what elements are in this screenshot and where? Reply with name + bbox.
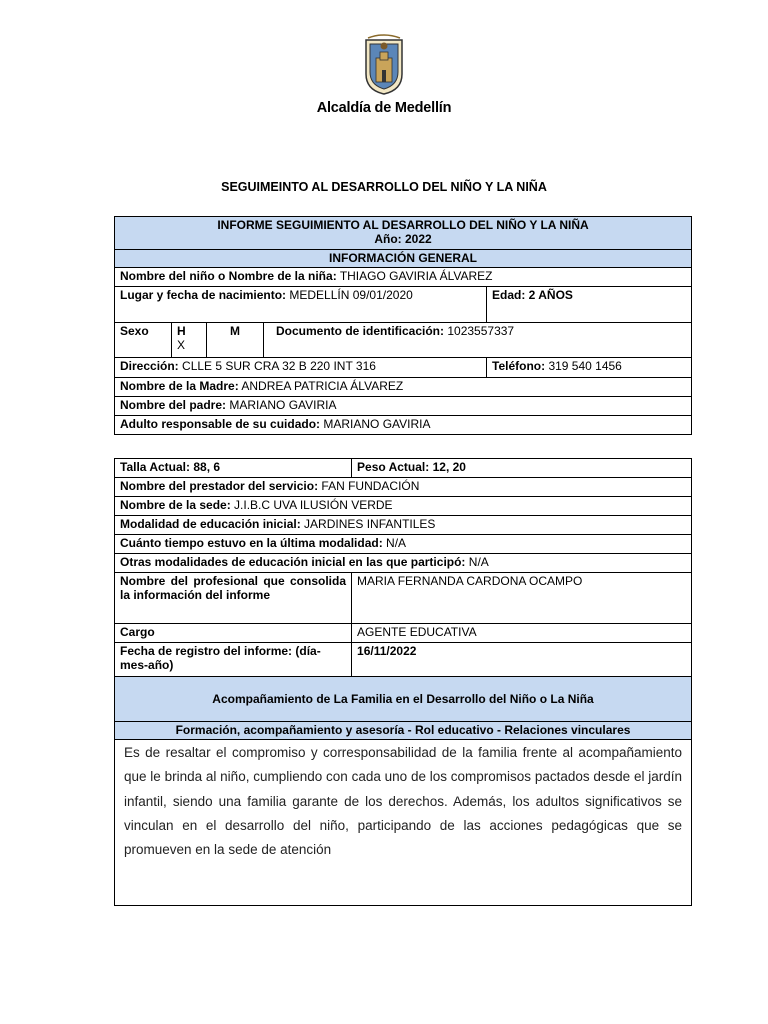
family-subheading: Formación, acompañamiento y asesoría - Rol educativo - Relaciones vinculares [115, 722, 692, 740]
age-label: Edad: 2 AÑOS [492, 288, 573, 302]
site-value: J.I.B.C UVA ILUSIÓN VERDE [234, 498, 393, 512]
report-date-row [115, 643, 692, 677]
doc-id-value: 1023557337 [447, 324, 515, 338]
guardian-row [115, 416, 692, 435]
mother-row [115, 378, 692, 397]
section-header-row [115, 250, 692, 268]
duration-value: N/A [386, 536, 407, 550]
address-row [115, 358, 692, 378]
professional-label: Nombre del profesional que consolida la información del informe [120, 574, 347, 602]
height-label: Talla Actual: 88, 6 [120, 460, 221, 474]
address-label: Dirección: [120, 359, 179, 373]
birth-row [115, 287, 692, 323]
report-title: INFORME SEGUIMIENTO AL DESARROLLO DEL NIÑO Y LA NIÑA [217, 218, 589, 232]
child-name-row [115, 268, 692, 287]
family-subheading-row [115, 722, 692, 740]
report-header-row [115, 217, 692, 250]
doc-id-label: Documento de identificación: [276, 324, 445, 338]
duration-row [115, 535, 692, 554]
general-info-table [114, 216, 692, 435]
role-value: AGENTE EDUCATIVA [357, 625, 477, 639]
child-name-value: THIAGO GAVIRIA ÁLVAREZ [339, 269, 493, 283]
document-title: SEGUIMEINTO AL DESARROLLO DEL NIÑO Y LA NIÑA [221, 180, 547, 194]
family-narrative-row [115, 740, 692, 906]
other-modalities-label: Otras modalidades de educación inicial en las que participó: [120, 555, 466, 569]
birth-value: MEDELLÍN 09/01/2020 [289, 288, 413, 302]
sex-row [115, 323, 692, 358]
report-date-value: 16/11/2022 [357, 644, 417, 658]
other-modalities-value: N/A [468, 555, 489, 569]
role-label: Cargo [120, 625, 155, 639]
other-modalities-row [115, 554, 692, 573]
phone-value: 319 540 1456 [548, 359, 622, 373]
child-name-label: Nombre del niño o Nombre de la niña: [120, 269, 337, 283]
sex-h-mark: X [177, 338, 186, 352]
sex-m-label: M [230, 324, 240, 338]
family-heading: Acompañamiento de La Familia en el Desarrollo del Niño o La Niña [115, 677, 692, 722]
guardian-label: Adulto responsable de su cuidado: [120, 417, 321, 431]
provider-value: FAN FUNDACIÓN [321, 479, 420, 493]
measurements-row [115, 459, 692, 478]
phone-label: Teléfono: [492, 359, 546, 373]
professional-row [115, 573, 692, 624]
modality-value: JARDINES INFANTILES [304, 517, 436, 531]
sex-h-label: H [177, 324, 186, 338]
site-row [115, 497, 692, 516]
general-info-heading: INFORMACIÓN GENERAL [115, 250, 692, 268]
report-date-label: Fecha de registro del informe: (día-mes-año) [120, 644, 321, 672]
provider-row [115, 478, 692, 497]
modality-label: Modalidad de educación inicial: [120, 517, 301, 531]
mother-value: ANDREA PATRICIA ÁLVAREZ [241, 379, 404, 393]
father-row [115, 397, 692, 416]
modality-row [115, 516, 692, 535]
city-seal-icon [362, 34, 406, 96]
report-year: Año: 2022 [374, 232, 432, 246]
professional-value: MARIA FERNANDA CARDONA OCAMPO [357, 574, 583, 588]
family-heading-row [115, 677, 692, 722]
site-label: Nombre de la sede: [120, 498, 231, 512]
sex-label: Sexo [120, 324, 149, 338]
service-info-table [114, 458, 692, 906]
mother-label: Nombre de la Madre: [120, 379, 239, 393]
provider-label: Nombre del prestador del servicio: [120, 479, 319, 493]
logo-text: Alcaldía de Medellín [316, 100, 452, 116]
duration-label: Cuánto tiempo estuvo en la última modalidad: [120, 536, 383, 550]
family-narrative: Es de resaltar el compromiso y corresponsabilidad de la familia frente al acompañamiento que le brinda al niño, cumpliendo con cada uno de los compromisos pactados desde el jardín infantil, siendo una familia garante de los derechos. Además, los adultos significativos se vinculan en el desarrollo del niño, participando de las acciones pedagógicas que se promueven en la sede de atención [124, 745, 683, 858]
header-logo [0, 34, 768, 116]
father-label: Nombre del padre: [120, 398, 227, 412]
role-row [115, 624, 692, 643]
birth-label: Lugar y fecha de nacimiento: [120, 288, 287, 302]
address-value: CLLE 5 SUR CRA 32 B 220 INT 316 [182, 359, 376, 373]
weight-label: Peso Actual: 12, 20 [357, 460, 466, 474]
father-value: MARIANO GAVIRIA [229, 398, 337, 412]
guardian-value: MARIANO GAVIRIA [323, 417, 431, 431]
